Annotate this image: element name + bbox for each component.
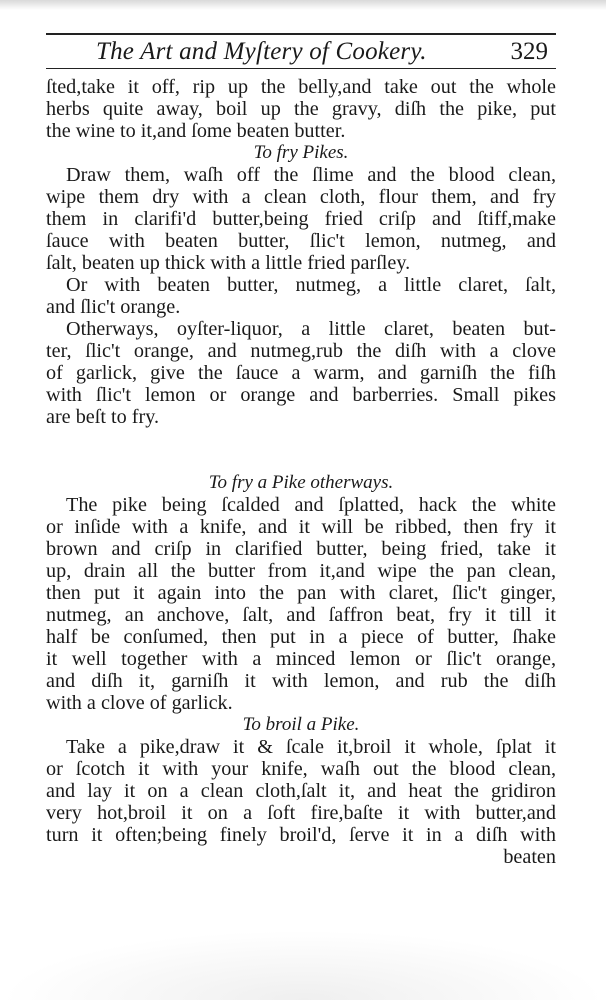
text-line: the wine to it,and ſome beaten butter. — [46, 120, 346, 142]
text-line: up, drain all the butter from it,and wipe the pan clean, — [46, 560, 556, 582]
text-line: very hot,broil it on a ſoft fire,baſte it with butter,and — [46, 802, 556, 824]
text-line: and lay it on a clean cloth,ſalt it, and heat the gridiron — [46, 780, 556, 802]
recipe-heading: To fry Pikes. — [253, 142, 349, 163]
recipe-heading: To fry a Pike otherways. — [208, 472, 394, 493]
text-line: them in clarifi'd butter,being fried criſp and ſtiff,make — [46, 208, 556, 230]
text-line: and ſlic't orange. — [46, 296, 181, 318]
text-line: Take a pike,draw it & ſcale it,broil it whole, ſplat it — [66, 736, 556, 758]
text-line: or inſide with a knife, and it will be ribbed, then fry it — [46, 516, 556, 538]
text-line: then put it again into the pan with claret, ſlic't ginger, — [46, 582, 556, 604]
section-gap — [46, 428, 556, 472]
page-bottom-shadow — [0, 930, 606, 1000]
text-line: half be conſumed, then put in a piece of butter, ſhake — [46, 626, 556, 648]
text-line: Otherways, oyſter-liquor, a little claret, beaten but- — [66, 318, 556, 340]
text-line: nutmeg, an anchove, ſalt, and ſaffron beat, fry it till it — [46, 604, 556, 626]
text-line: with ſlic't lemon or orange and barberries. Small pikes — [46, 384, 556, 406]
body-text — [46, 76, 556, 868]
recipe-heading: To broil a Pike. — [242, 714, 360, 735]
text-line: The pike being ſcalded and ſplatted, hack the white — [66, 494, 556, 516]
text-line: it well together with a minced lemon or ſlic't orange, — [46, 648, 556, 670]
text-line: herbs quite away, boil up the gravy, diſh the pike, put — [46, 98, 556, 120]
text-line: Or with beaten butter, nutmeg, a little claret, ſalt, — [66, 274, 556, 296]
text-line: brown and criſp in clarified butter, being fried, take it — [46, 538, 556, 560]
running-title: The Art and Myſtery of Cookery. — [96, 38, 427, 65]
text-line: with a clove of garlick. — [46, 692, 233, 714]
text-line: are beſt to fry. — [46, 406, 160, 428]
text-line: ter, ſlic't orange, and nutmeg,rub the diſh with a clove — [46, 340, 556, 362]
text-line: Draw them, waſh off the ſlime and the blood clean, — [66, 164, 556, 186]
text-line: ſalt, beaten up thick with a little fried parſley. — [46, 252, 411, 274]
text-line: wipe them dry with a clean cloth, flour them, and fry — [46, 186, 556, 208]
text-line: of garlick, give the ſauce a warm, and garniſh the fiſh — [46, 362, 556, 384]
text-line: or ſcotch it with your knife, waſh out the blood clean, — [46, 758, 556, 780]
text-line: ſted,take it off, rip up the belly,and take out the whole — [46, 76, 556, 98]
page-number: 329 — [510, 38, 548, 65]
page-header — [46, 38, 556, 68]
page-edge — [0, 0, 606, 10]
text-line: ſauce with beaten butter, ſlic't lemon, nutmeg, and — [46, 230, 556, 252]
header-rule-bottom — [46, 68, 556, 69]
header-rule-top — [46, 33, 556, 35]
text-line: and diſh it, garniſh it with lemon, and rub the diſh — [46, 670, 556, 692]
catchword: beaten — [503, 846, 556, 868]
text-line: turn it often;being finely broil'd, ſerve it in a diſh with — [46, 824, 556, 846]
